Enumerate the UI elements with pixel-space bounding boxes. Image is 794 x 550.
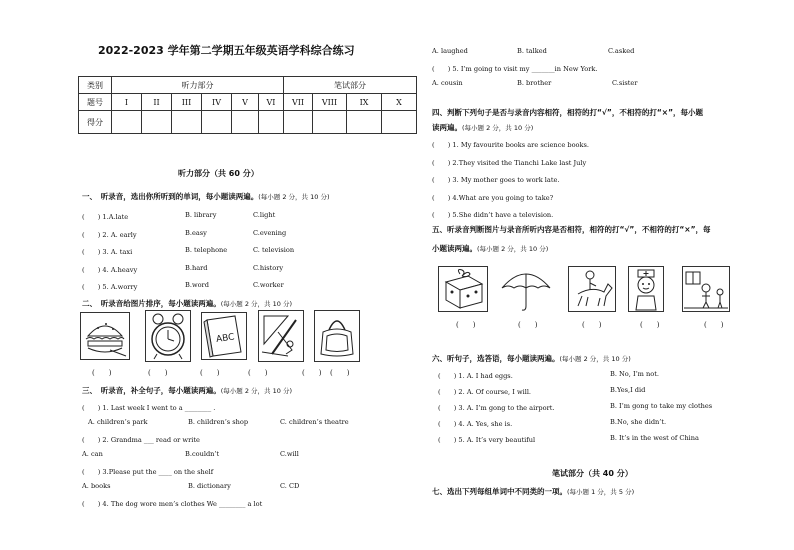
score-blank	[382, 111, 417, 134]
score-table-cell: II	[142, 94, 172, 111]
score-table	[78, 76, 417, 134]
sec1-option: B. library	[185, 211, 217, 219]
sec3-option: C. children’s theatre	[280, 418, 349, 426]
answer-blank: ( )	[302, 369, 322, 377]
answer-blank: ( )	[148, 369, 168, 377]
section-3-title	[82, 385, 292, 396]
q5-option: A. cousin	[432, 79, 463, 87]
answer-blank: ( )	[248, 369, 268, 377]
section-4-title: 四、判断下列句子是否与录音内容相符，相符的打“√”，不相符的打“×”，每小题	[432, 108, 704, 117]
sec6-option-b: B. It’s in the west of China	[610, 434, 699, 442]
sec3-question-1: ( ) 1. Last week I went to a ________ .	[82, 404, 216, 412]
section-title-text: 二、 听录音给图片排序，每小题读两遍。	[82, 299, 221, 308]
sec6-option-b: B.No, she didn’t.	[610, 418, 667, 426]
score-table-cell: 得分	[79, 111, 112, 134]
handbag-picture	[314, 310, 360, 362]
section-title-text: 小题读两遍。	[432, 244, 477, 253]
sec3-option: A. books	[82, 482, 111, 490]
score-table-cell: VIII	[313, 94, 347, 111]
written-heading: 笔试部分（共 40 分）	[552, 469, 633, 478]
section-score: (每小题 1 分，共 5 分)	[567, 488, 635, 496]
section-title-text: 七、选出下列每组单词中不同类的一项。	[432, 487, 567, 496]
score-blank	[142, 111, 172, 134]
page-title: 2022-2023 学年第二学期五年级英语学科综合练习	[98, 44, 355, 57]
q5-line: ( ) 5. I’m going to visit my _______in New York.	[432, 65, 598, 73]
sec1-question: ( ) 3. A. taxi	[82, 248, 133, 256]
umbrella-picture	[498, 266, 554, 312]
score-table-cell: IV	[202, 94, 232, 111]
sec1-option: B.easy	[185, 228, 207, 237]
sec1-option: B.hard	[185, 263, 208, 272]
score-table-cell: VII	[284, 94, 313, 111]
section-score: (每小题 2 分，共 10 分)	[462, 124, 534, 132]
sec1-question: ( ) 1.A.late	[82, 213, 129, 221]
sec6-option-a: ( ) 3. A. I’m gong to the airport.	[438, 404, 555, 412]
score-blank	[232, 111, 259, 134]
sec3-option: A. children’s park	[88, 418, 148, 426]
sec6-option-b: B. I’m gong to take my clothes	[610, 402, 713, 410]
listening-heading: 听力部分（共 60 分）	[178, 169, 259, 178]
section-title-text: 一、 听录音，选出你所听到的单词，每小题读两遍。	[82, 192, 259, 201]
section-4-title-cont	[432, 122, 533, 133]
score-blank	[112, 111, 142, 134]
abc-book-text: ABC	[215, 332, 236, 345]
sec3-question-4: ( ) 4. The dog wore men’s clothes We ________ a lot	[82, 500, 263, 508]
section-2-title	[82, 298, 292, 309]
score-table-cell: VI	[259, 94, 284, 111]
sec6-option-a: ( ) 1. A. I had eggs.	[438, 372, 513, 380]
sec1-question: ( ) 4. A.heavy	[82, 265, 138, 274]
sec3-option: C. CD	[280, 482, 300, 490]
sec1-question: ( ) 5. A.worry	[82, 283, 138, 291]
section-score: (每小题 2 分，共 10 分)	[220, 387, 292, 395]
score-table-cell: 笔试部分	[284, 77, 417, 94]
sec6-option-a: ( ) 4. A. Yes, she is.	[438, 420, 513, 428]
sec6-option-a: ( ) 2. A. Of course, I will.	[438, 388, 532, 396]
sec3-option: C.will	[280, 450, 299, 458]
score-table-cell: V	[232, 94, 259, 111]
score-blank	[259, 111, 284, 134]
family-room-picture	[682, 266, 730, 312]
answer-blank: ( )	[640, 321, 660, 329]
abc-book-picture	[201, 312, 247, 360]
section-score: (每小题 2 分，共 10 分)	[559, 355, 631, 363]
gift-box-picture	[438, 266, 488, 312]
sec3-option: B. children’s shop	[188, 418, 249, 426]
sec1-option: B. telephone	[185, 246, 228, 254]
sec4-statement: ( ) 4.What are you going to take?	[432, 193, 554, 202]
section-score: (每小题 2 分，共 10 分)	[220, 300, 292, 308]
q4-option: A. laughed	[432, 47, 468, 55]
sec3-option: A. can	[82, 450, 103, 458]
score-table-cell: 题号	[79, 94, 112, 111]
sec1-question: ( ) 2. A. early	[82, 230, 137, 239]
score-blank	[284, 111, 313, 134]
answer-blank: ( )	[704, 321, 724, 329]
answer-blank: ( )	[330, 369, 350, 377]
section-6-title	[432, 353, 631, 364]
sec6-option-a: ( ) 5. A. It’s very beautiful	[438, 436, 536, 444]
score-blank	[313, 111, 347, 134]
section-score: (每小题 2 分，共 10 分)	[258, 193, 330, 201]
answer-blank: ( )	[200, 369, 220, 377]
sec1-option: C. television	[253, 246, 295, 254]
horse-rider-picture	[568, 266, 616, 312]
section-title-text: 六、听句子，选答语，每小题读两遍。	[432, 354, 560, 363]
answer-blank: ( )	[456, 321, 476, 329]
sec1-option: C.light	[253, 211, 276, 219]
section-7-title	[432, 486, 634, 497]
answer-blank: ( )	[582, 321, 602, 329]
q5-option: B. brother	[517, 79, 552, 87]
sec4-statement: ( ) 1. My favourite books are science books.	[432, 141, 589, 149]
section-1-title	[82, 191, 330, 202]
sec1-option: B.word	[185, 281, 209, 289]
alarm-clock-picture	[145, 310, 191, 362]
section-title-text: 读两遍。	[432, 123, 462, 132]
nurse-picture	[628, 266, 664, 312]
answer-blank: ( )	[92, 369, 112, 377]
q4-option: B. talked	[517, 47, 547, 55]
q4-option: C.asked	[608, 47, 635, 55]
score-blank	[202, 111, 232, 134]
sec4-statement: ( ) 2.They visited the Tianchi Lake last July	[432, 158, 587, 167]
section-title-text: 三、 听录音，补全句子，每小题读两遍。	[82, 386, 221, 395]
answer-blank: ( )	[518, 321, 538, 329]
sec6-option-b: B. No, I’m not.	[610, 370, 659, 378]
score-table-cell: I	[112, 94, 142, 111]
section-5-title-cont	[432, 243, 548, 254]
sec3-question-3: ( ) 3.Please put the ____ on the shelf	[82, 468, 214, 476]
score-blank	[172, 111, 202, 134]
sec1-option: C.evening	[253, 228, 287, 237]
sec3-option: B.couldn’t	[185, 450, 220, 458]
sec1-option: C.history	[253, 263, 284, 272]
sec6-option-b: B.Yes,I did	[610, 386, 646, 394]
sec4-statement: ( ) 3. My mother goes to work late.	[432, 176, 560, 184]
q5-option: C.sister	[612, 79, 638, 87]
sec4-statement: ( ) 5.She didn’t have a television.	[432, 211, 554, 219]
score-table-cell: X	[382, 94, 417, 111]
sec3-option: B. dictionary	[188, 482, 231, 490]
score-table-cell: III	[172, 94, 202, 111]
sec3-question-2: ( ) 2. Grandma ___ read or write	[82, 436, 200, 444]
score-table-cell: 听力部分	[112, 77, 284, 94]
section-5-title: 五、听录音判断图片与录音所听内容是否相符，相符的打“√”，不相符的打“×”，每	[432, 225, 711, 234]
geometry-set-picture	[258, 310, 304, 362]
sec1-option: C.worker	[253, 281, 284, 289]
score-table-cell: IX	[347, 94, 382, 111]
section-score: (每小题 2 分，共 10 分)	[477, 245, 549, 253]
hamburger-picture	[80, 312, 130, 360]
score-table-cell: 类别	[79, 77, 112, 94]
score-blank	[347, 111, 382, 134]
